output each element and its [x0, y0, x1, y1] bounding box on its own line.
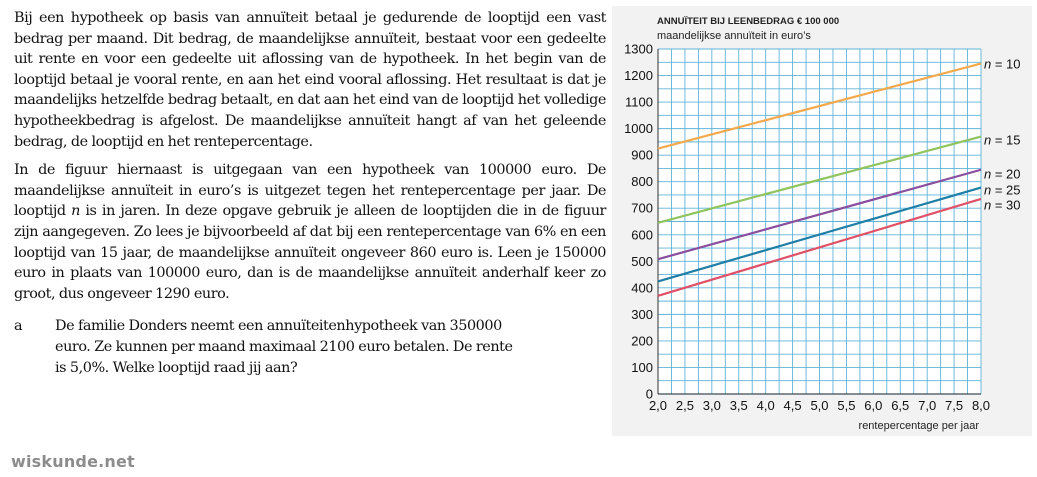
- x-tick-label: 5,0: [810, 398, 829, 413]
- x-tick-label: 6,5: [891, 398, 910, 413]
- series-label: n = 25: [984, 182, 1021, 198]
- y-tick-label: 600: [631, 227, 653, 243]
- x-axis-ticks: [649, 398, 990, 413]
- x-tick-label: 8,0: [971, 398, 991, 413]
- y-tick-label: 700: [631, 200, 653, 216]
- site-watermark: wiskunde.net: [11, 452, 135, 471]
- y-tick-label: 1300: [624, 41, 653, 57]
- y-axis-ticks: [624, 42, 653, 402]
- series-label: n = 20: [984, 166, 1021, 182]
- series-label: n = 30: [984, 197, 1021, 213]
- x-tick-label: 2,5: [675, 398, 694, 413]
- variable-n: n: [71, 203, 80, 220]
- y-tick-label: 1000: [624, 121, 653, 137]
- question-label: a: [14, 318, 23, 335]
- x-tick-label: 4,5: [783, 398, 802, 413]
- y-tick-label: 400: [631, 280, 653, 296]
- series-labels: [984, 57, 1021, 213]
- paragraph-text: In de figuur hiernaast is uitgegaan van een hypotheek van 100000 euro. De maandelijkse annuïteit in euro’s is uitgezet tegen het rentepercentage per jaar. De looptijd: [14, 162, 606, 220]
- y-tick-label: 500: [631, 253, 653, 269]
- y-tick-label: 900: [631, 147, 653, 163]
- y-tick-label: 1200: [624, 68, 653, 84]
- x-tick-label: 4,0: [756, 398, 775, 413]
- chart-svg: [612, 6, 1032, 436]
- question-text: De familie Donders neemt een annuïteitenhypotheek van 350000 euro. Ze kunnen per maand maximaal 2100 euro betalen. De rente is 5,0%. Welke looptijd raad jij aan?: [55, 318, 513, 376]
- x-tick-label: 7,5: [945, 398, 964, 413]
- question-a: [14, 316, 606, 378]
- y-tick-label: 800: [631, 174, 653, 190]
- y-tick-label: 100: [631, 359, 653, 375]
- x-axis-label: rentepercentage per jaar: [858, 420, 979, 432]
- x-tick-label: 3,5: [729, 398, 748, 413]
- x-tick-label: 5,5: [837, 398, 856, 413]
- chart-subtitle: maandelijkse annuïteit in euro’s: [657, 30, 811, 42]
- series-label: n = 15: [984, 132, 1021, 148]
- chart-grid: [658, 49, 981, 394]
- y-tick-label: 1100: [625, 94, 653, 110]
- y-tick-label: 200: [631, 333, 653, 349]
- x-tick-label: 6,0: [864, 398, 883, 413]
- x-tick-label: 2,0: [648, 398, 668, 413]
- text-column: [14, 8, 606, 378]
- figure-explanation-paragraph: [14, 160, 606, 304]
- series-label: n = 10: [984, 56, 1021, 72]
- y-tick-label: 300: [631, 306, 653, 322]
- x-tick-label: 7,0: [918, 398, 937, 413]
- x-tick-label: 3,0: [702, 398, 721, 413]
- intro-paragraph: Bij een hypotheek op basis van annuïteit betaal je gedurende de looptijd een vast bedrag per maand. Dit bedrag, de maandelijkse annuïteit, bestaat voor een gedeelte uit rente en voor een gedeelte uit aflossing van de hypotheek. In het begin van de looptijd betaal je vooral rente, en aan het eind vooral aflossing. Het resultaat is dat je maandelijks hetzelfde bedrag betaalt, en dat aan het eind van de looptijd het volledige hypotheekbedrag is afgelost. De maandelijkse annuïteit hangt af van het geleende bedrag, de looptijd en het rentepercentage.: [14, 10, 606, 150]
- annuity-chart: [612, 6, 1032, 436]
- paragraph-text: is in jaren. In deze opgave gebruik je alleen de looptijden die in de figuur zijn aangegeven. Zo lees je bijvoorbeeld af dat bij een rentepercentage van 6% en een looptijd van 15 jaar, de maandelijkse annuïteit ongeveer 860 euro is. Leen je 150000 euro in plaats van 100000 euro, dan is de maandelijkse annuïteit anderhalf keer zo groot, dus ongeveer 1290 euro.: [14, 203, 606, 302]
- y-tick-label: 0: [645, 386, 653, 402]
- chart-title: ANNUÏTEIT BIJ LEENBEDRAG € 100 000: [657, 16, 840, 27]
